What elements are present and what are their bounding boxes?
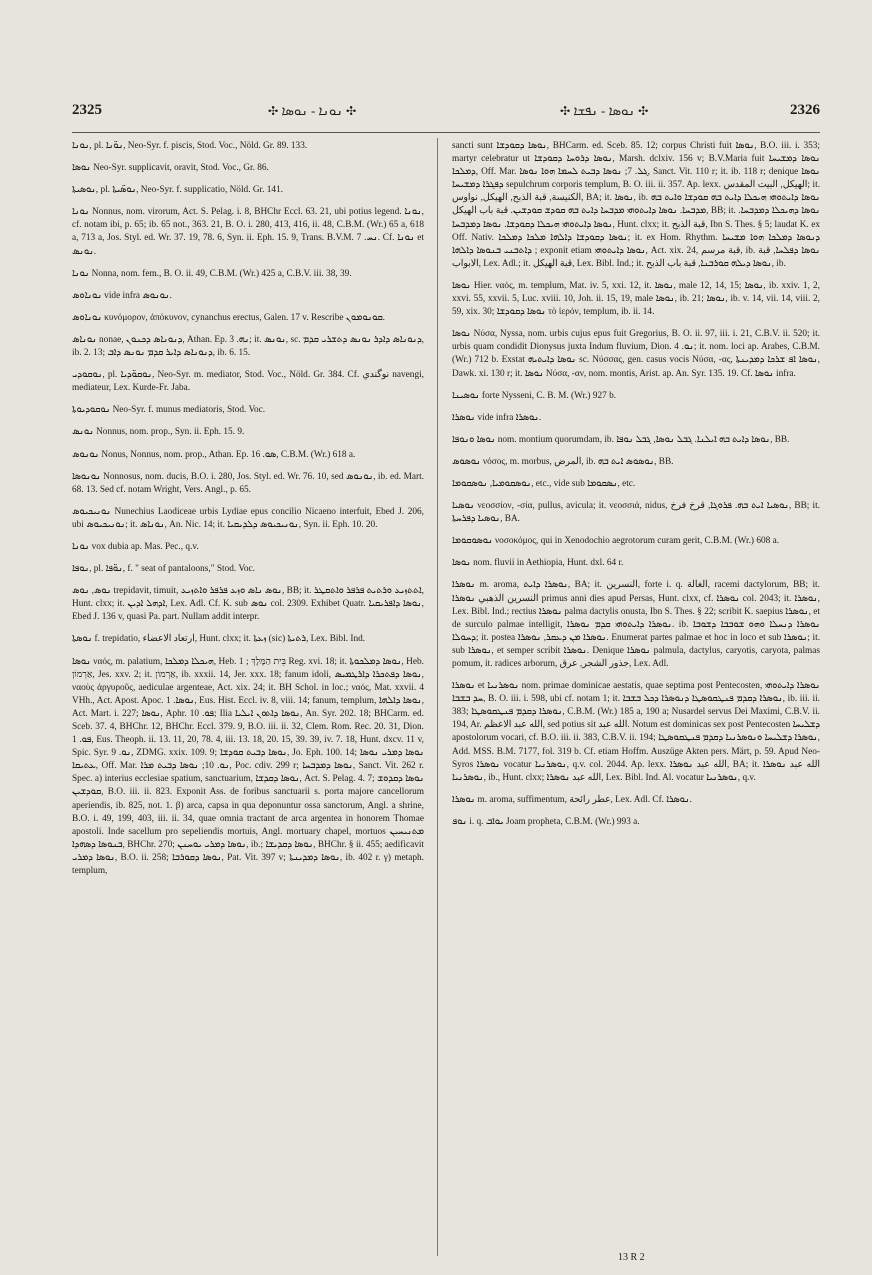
dictionary-entry: ܢܘܢܐܣ nonae, ܕܢܘܢܐܣ ܕܟܢܘܢ, Athan. Ep. ܢܗ. 3; it. ܢܘܢܣ, sc. ܕܢܘܢܐܣ ܕܐܕܪ ܢܘܢܣ ܕܬܫܪܝ ܩܕܡ, ib. 2. 13; ܕܢܘܢܐܣ ܕܐܝܪ ܩܕܡ ܢܘܢܣ ܕܐܒ, ib. 6. 15. xyxy=(72,334,424,359)
left-page-number: 2325 xyxy=(72,102,102,118)
dictionary-entry: ܢܘܩܘܕܝ, pl. ܢܘܩܘ̈ܕܝܐ, Neo-Syr. m. mediator, Stod. Voc., Nöld. Gr. 384. Cf. نوگندي navengi, mediateur, Lex. Kurde-Fr. Jaba. xyxy=(72,370,425,394)
header-rule xyxy=(72,132,820,133)
dictionary-entry: ܢܘܢܐ Nonnus, nom. virorum, Act. S. Pelag. i. 8, BHChr Eccl. 63. 21, ubi potius legend. ܢܘܢܐ, cf. notam ibi, p. 65; ib. 65 not., 363. 21, B. O. i. 280, 413, 416, ii. 48, C.B.M. (Wr.) 65 a, 618 a, 713 a, Jos. Styl. ed. Wr. 37. 19, 78. 6, Syn. ii. Eph. 15. 9, Trans. B.V.M. ܢܚ. 7. Cf. ܢܘܢܐ et ܢܘܢܣ. xyxy=(72,207,424,257)
page-header xyxy=(72,102,820,122)
dictionary-entry: ܢܘܣܐ Νύσα, Nyssa, nom. urbis cujus epus fuit Gregorius, B. O. ii. 97, iii. i. 21, C.B.V. ii. 520; it. urbis quam condidit Dionysus juxta Indum fluvium, Dion. ܢܘ. 4; it. nom. loci ap. Arabes, C.B.M. (Wr.) 712 b. Exstat ܢܘܣܐ ܕܐܝܬܝܗ sc. Νύσσας, gen. casus vocis Νύσα, -ας, ܢܘܣܐ ܐܦ ܫܪܟܐ ܕܡܕܝܢܬܐ, Dawk. xi. 130 r; it. ܢܘܣܐ Νύσα, -αν, nom. montis, Arist. ap. An. Syr. 135. 19. Cf. ܢܘܣܐ infra. xyxy=(452,329,820,379)
dictionary-entry: sancti sunt ܢܘܣܐ ܕܩܘܕܫܐ, BHCarm. ed. Sceb. 85. 12; corpus Christi fuit ܢܘܣܐ, B.O. iii. i. 353; martyr celebratur ut ܢܘܣܐ ܕܪܘܚܐ ܕܩܘܕܫܐ, Marsh. dclxiv. 156 v; B.V.Maria fuit ܢܘܣܐ ܕܡܫܝܚܐ ܕܡܠܟܐ, Off. Mar. ܓܠ. 7; ܢܘܣܐ ܕܒܝܬ ܠܚܡܐ ܗܘܐ ܢܘܣܐ, Sanct. Vit. 110 r; it. ib. 118 r; denique ܢܘܣܐ ܕܦܓܪܐ ܕܡܫܝܚܐ sepulchrum corporis templum, B. O. iii. ii. 357. Ap. lexx. الهيكل, البيت المقدس; it. الكنيسة, قبة الذبح, الهيكل, نواوس, BA; it. ܢܘܣܐ, ib. ܢܘܣܐ ܕܐܝܬܘܗܝ ܗܝܟܠܐ ܕܐܝܬ ܒܗ ܩܘܕܫܐ ܘܐܝܬ ܒܗ ܡܕܒܚܐ. ܢܘܣܐ ܕܐܝܬܘܗܝ ܡܕܒܚܐ ܕܐܝܬ ܒܗ ܩܘܕܫ ܩܘܕܫܝܢ. قبة باب الهيكل, BB; it. ܢܘܣܐ ܕܗܝܟܠܐ ܕܡܕܒܚܐ. ܢܘܣܐ ܕܐܝܬܘܗܝ ܗܝܟܠܐ ܕܩܘܕܫܐ. ܢܘܣܐ ܕܡܕܒܚܐ, Hunt. clxx; it. قبة الذبح, Ibn S. Thes. § 5; laudat K. ex Off. Nativ. ܢܘܣܐ ܕܩܘܕܫܐ ܕܐܠܗܐ ܡܠܟܐ ܕܡܠܟܐ; it. ex Hom. Rhythm. ܕܢܘܣܐ ܕܡܠܟܐ ܗܘܐ ܡܫܝܚܐ ܕܐܬܒܢܝ ܒܢܘܣܐ ܕܐܠܗܐ ; exponit etiam ܢܘܣܐ ܕܐܝܬܘܗܝ, Act. xix. 24, قبة مرسم, ib. ܢܘܣܐ ܕܦܠܚܐ, قبة الابواب, Lex. Adl.; it. قبة الهيكل, Lex. Bibl. Ind.; it. ܢܘܣܐ ܕܝܠܗ ܩܘܪܒܢܐ, قبة باب الذبح, ib. xyxy=(452,141,821,269)
dictionary-entry: ܢܘܣܐ Hier. ναός, m. templum, Mat. iv. 5, xxi. 12, it. ܢܘܣܐ, male 12, 14, 15; ܢܘܣܐ, ib. xxiv. 1, 2, xxvi. 55, xxvii. 5, Luc. xviii. 10, Joh. ii. 15, 19, male ܢܘܣܐ, ib. 21; ܢܘܣܐ, ib. v. 14, vii. 14, viii. 2, 59, xix. 30; ܢܘܣܐ ܕܩܘܕܫܐ τὸ ἱερόν, templum, ib. ii. 14. xyxy=(452,280,821,318)
right-running-title: ✣ ܢܘܣܐ - ܢܦܫܐ ✣ xyxy=(560,103,649,118)
dictionary-entry: ܢܘܢܐ Nonna, nom. fem., B. O. ii. 49, C.B.M. (Wr.) 425 a, C.B.V. iii. 38, 39. xyxy=(72,268,352,279)
dictionary-entry: ܢܘܢܣ Nonnus, nom. prop., Syn. ii. Eph. 15. 9. xyxy=(72,427,245,438)
dictionary-entry: ܢܘܣܐ nom. fluvii in Aethiopia, Hunt. dxl. 64 r. xyxy=(452,558,624,569)
dictionary-entry: ܢܘܢܘܣܐ Nonnosus, nom. ducis, B.O. i. 280, Jos. Styl. ed. Wr. 76. 10, sed ܢܘܢܘܣ, ib. ed. Mart. 68. 13. Sed cf. notam Wright, Vers. Angl., p. 65. xyxy=(72,471,424,495)
dictionary-entry: ܢܘܣܘܩܘܡܐ νοσοκόμος, qui in Xenodochio aegrotorum curam gerit, C.B.M. (Wr.) 608 a. xyxy=(452,536,780,547)
dictionary-entry: ܢܘܣܝܢܐ forte Nysseni, C. B. M. (Wr.) 927 b. xyxy=(452,390,617,401)
column-divider xyxy=(437,138,438,1256)
dictionary-entry: ܢܘܣܬܐ f. trepidatio, ارتعاد الاعضاء, Hunt. clxx; it. ܙܥܬܐ (sic) ܪܬܝܬܐ, Lex. Bibl. Ind. xyxy=(72,634,366,645)
dictionary-entry: ܢܘܣܐ ܘܢܘܦܐ nom. montium quorumdam, ib. ܢܘܣܐ ܕܐܝܬ ܒܗ ܐܝܠܢܐ. ܓܒܠ ܢܘܣܐ, ܓܒܠ ܢܘܦܐ, BB. xyxy=(452,434,790,445)
dictionary-entry: ܢܘܢܐ vox dubia ap. Mas. Pec., q.v. xyxy=(72,541,199,552)
dictionary-entry: ܢܘܣܪܐ m. aroma, suffimentum, عطر رائحة, Lex. Adl. Cf. ܢܘܣܪܐ. xyxy=(452,794,692,805)
dictionary-entry: ܢܘܣܐ Neo-Syr. supplicavit, oravit, Stod. Voc., Gr. 86. xyxy=(72,163,269,174)
dictionary-entry: ܢܘܣܝܐ νεοσσίον, -σία, pullus, avicula; it. νεοσσιά, nidus, ܢܘܣܝܐ ܐܝܬ ܒܗ. ܦܪܘܓܐ, قرخ فرخ, BB; it. ܢܘܣܝܐ ܕܦܪܚܬܐ, BA. xyxy=(452,501,820,525)
dictionary-entry: ܢܘܦܐ, pl. ܢܘ̈ܦܐ, f. " seat of pantaloons," Stod. Voc. xyxy=(72,564,255,575)
dictionary-entry: ܢܘܢܝܟܝܘܣ Nunechius Laodiceae urbis Lydiae epus concilio Nicaeno interfuit, Ebed J. 206, ubi ܢܘܢܝܟܝܘܣ; it. ܢܘܢܐܣ, An. Nic. 14; it. ܢܘܢܝܟܝܘܣ ܕܠܕܝܩܝܐ, Syn. ii. Eph. 10. 20. xyxy=(72,506,424,530)
left-column xyxy=(72,140,424,887)
left-running-title: ✣ ܢܘܢܐ - ܢܘܣܐ ✣ xyxy=(268,103,357,118)
right-column xyxy=(452,140,820,838)
dictionary-entry: ܢܘܣܪܐ et ܢܘܣܪܢܝܐ nom. primae dominicae aestatis, quae septima post Pentecosten, ܢܘܣܪܐ ܕܐܝܬܘܗܝ ܚܕ ܒܫܒܐ, B. O. iii. i. 598, ubi cf. notam 1; it. ܢܘܣܪܐ ܕܩܕܡ ܦܢܛܩܘܣܛܐ ܕܢܘܣܪܐ ܕܟܠ ܒܫܒܐ, ib. iii. ii. 383; ܢܘܣܪܐ ܕܩܕܡ ܦܢܛܩܘܣܛܐ, C.B.M. (Wr.) 185 a, 190 a; Nusardel servus Dei Maximi, C.B.V. ii. 194, Ar. الله عبد الاعظم, sed potius sit الله عبد. Notum est dominicas sex post Pentecosten ܕܫܠܝܚܐ apostolorum vocari, cf. B.O. iii. ii. 383, C.B.V. ii. 194; ܢܘܣܪܐ ܕܫܠܝܚܐ ܘܢܘܣܪܢܝܐ ܕܩܕܡ ܦܢܛܩܘܣܛܐ, Add. MSS. B.M. 7177, fol. 319 b. Cf. etiam Hoffm. Auszüge Akten pers. Märt, p. 59. Apud Neo-Syros ܢܘܣܪܐ vocatur ܢܘܣܪܢܝܐ, q.v. col. 2044. Ap. lexx. الله عبد ܢܘܣܪܐ, BA; it. الله عبد ܢܘܣܪܐ ܢܘܣܪܢܝܐ, ib., Hunt. clxx; الله عبد ܢܘܣܪܐ, Lex. Bibl. Ind. Al. vocatur ܢܘܣܪܢܝܐ, q.v. xyxy=(452,681,821,783)
dictionary-entry: ܢܘܢܐ, pl. ܢܘ̈ܢܐ, Neo-Syr. f. piscis, Stod. Voc., Nöld. Gr. 89. 133. xyxy=(72,141,308,151)
dictionary-entry: ܢܘܢܐܘܣ vide infra ܢܘܢܘܣ. xyxy=(72,290,172,301)
dictionary-entry: ܢܘܦ i. q. ܝܘܐܒ Joam propheta, C.B.M. (Wr.) 993 a. xyxy=(452,816,640,827)
dictionary-entry: ܢܘܣܪܐ m. aroma, ܢܘܣܪܐ ܕܐܝܬ, BA; it. النسرين, forte i. q. الغالة, racemi dactylorum, BB; it. النسرين الذهبي ܢܘܣܪܐ primus anni dies apud Persas, Hunt. clxx, cf. ܢܘܣܪܐ col. 2043; it. ܢܘܣܪܐ, Lex. Bibl. Ind.; rectius ܢܘܣܪܐ palma dactylis onusta, Ibn S. Thes. § 22; scribit K. saepius ܢܘܣܪܐ, et de surculo palmae intelligit, ܢܘܣܪܐ ܕܐܝܬܘܗܝ ܩܕܡ ܢܘܣܪܐ. ib. ܢܘܣܪܐ ܕܢܚܠܐ ܘܗܘ ܫܘܒܒܐ ܕܫܘܒܐ ܕܚܘܠܐ; it. postea ܢܘܣܪܐ ܡܢ ܕܥܩܪ, ܢܘܣܪܐ. Enumerat partes palmae et hoc in loco et sub ܢܘܣܪܐ; it. sub ܢܘܣܪܐ, et semper scribit ܢܘܣܪܐ. Denique ܢܘܣܪܐ palmula, dactylus, caryotis, caryota, palmas pomum, it. radices arborum, جذور الشجر, عرق, Lex. Adl. xyxy=(452,580,821,669)
right-page-number: 2326 xyxy=(790,102,820,118)
dictionary-entry: ܢܘܣܪܐ vide infra ܢܘܣܪܐ. xyxy=(452,412,542,423)
dictionary-entry: ܢܘܣܘܣ νόσος, m. morbus, المرض, ib. ܢܘܣܘܣ ܐܝܬ ܒܗ, BB. xyxy=(452,456,674,467)
signature-mark: 13 R 2 xyxy=(618,1252,645,1263)
dictionary-entry: ܢܘܢܘܣ Nonus, Nonnus, nom. prop., Athan. Ep. ܣܘ. 16, C.B.M. (Wr.) 618 a. xyxy=(72,449,356,460)
dictionary-entry: ܢܘܢܐܘܣ κυνόμορον, ἀπόκυνον, cynanchus erectus, Galen. 17 v. Rescribe ܩܘܢܘܡܘܢ. xyxy=(72,312,385,323)
dictionary-entry: ܢܘܩܘܕܝܘܬܐ Neo-Syr. f. munus mediatoris, Stod. Voc. xyxy=(72,405,266,416)
dictionary-entry: ܢܘܣ, ܢܘܣ trepidavit, timuit, ܢܘܣ ܢܐܣ ܘܙܥ ܦܪܦܪ ܘܐܬܙܝܥ, BB; it. ܐܬܬܙܝܥ ܘܪܬܝܬ ܦܪܦܪ ܘܐܬܩܛܪ, Hunt. clxx; it. ܐܕܗܠ ܐܕܝܢ, Lex. Adl. Cf. K. sub ܢܘܣ col. 2309. Exhibet Quatr. ܢܘܣܐ ܕܐܦܪܝܩܝܐ, Ebed J. 136 v, quasi Pa. part. Nullam addit interpr. xyxy=(72,586,424,623)
dictionary-entry: ܢܘܣܝܬܐ, pl. ܢܘܣ̈ܝܬܐ, Neo-Syr. f. supplicatio, Nöld. Gr. 141. xyxy=(72,185,284,196)
dictionary-entry: ܢܘܣܩܘܡܝܐ, ܢܘܣܩܘܡܐ, etc., vide sub ܢܣܩܘܡܐ, etc. xyxy=(452,478,636,489)
dictionary-entry: ܢܘܣܐ ναός, m. palatium, ܗܝܟܠܐ ܕܡܠܟܐ, Heb. בֵּית הַמֶּלֶךְ ; 1 Reg. xvi. 18; it. ܢܘܣܐ ܕܡܠܟܘܬܐ, Heb. אַרְמוֹן, Jes. xxv. 2; it. אַרְמוֹן, ib. xxxii. 14, Jer. xxx. 18; fanum idoli, ܢܘܣܐ ܕܦܬܟܪܐ ܕܐܪܛܡܝܣ, ναοὺς ἀργυροῦς, aediculae argenteae, Act. xix. 24; it. BH Schol. in loc.; ναός, Mat. xxvii. 4 VHh., Act. Apost. Apoc. ܢܘܣܐ. 1, Eus. Hist. Eccl. iv. 8, viii. 14; fanum, templum, ܢܘܣܐ ܕܐܠܗܐ, Act. Mart. i. 227; ܢܘܣܐ, Aphr. ܦܘ. 10; Ilia ܢܘܣܐ ܕܐܬܘܢ ܐܝܠܝܐ, An. Syr. 202. 18; BHCarm. ed. Sceb. 37. 4, BHChr. 12, BHChr. Eccl. 379. 9, B.O. iii. ii. 32, Clem. Rom. Rec. 20. 31, Dion. ܦܘ. 1, Eus. Theoph. ii. 13. 11, 20, 78. 4, iii. 13. 18, 20. 15, 39. 39, iv. 7. 18, Hunt. dxcv. 11 v, Spic. Syr. ܢܘ. 9, ZDMG. xxix. 109. 9; ܢܘܣܐ ܕܒܝܬ ܩܘܕܫܐ, Jo. Eph. 100. 14; ܢܘܣܐ ܕܡܪܝ ܢܘܣܐ ܥܬܝܩܐ, Off. Mar. ܢܘ. 10; ܢܘܣܐ ܕܒܝܬ ܡܪܐ, Poc. cdiv. 299 r; ܢܘܣܐ ܕܡܕܒܚܐ, Sanct. Vit. 262 r. Spec. a) interius ecclesiae spatium, sanctuarium, ܢܘܣܐ ܕܩܕܫܐ, Act. S. Pelag. 4. 7; ܢܘܣܐ ܕܩܕܘܫ ܩܘܕܫܝܢ, B.O. iii. ii. 823. Exponit Ass. de foribus sanctuarii s. porta majore cancellorum aperiendis, ib. 825, not. 1. β) arca, capsa in qua deponuntur ossa sanctorum, Angl. a shrine, B.O. i. 49, 199, 403, iii. ii. 34, quae omnia tractant de arca argentea in honorem Thomae apostoli. Inde sacellum pro sepeliendis mortuis, Angl. mortuary chapel, mortuos ܡܬܢܝܚܝܢ ܒܢܘܣܐ ܕܣܗܕܐ, BHChr. 270; ܢܘܣܐ ܕܡܪܝ ܝܘܚܢܢ, ib.; ܢܘܣܐ ܕܩܕܝܫܐ, BHChr. § ii. 455; aedificavit ܢܘܣܐ ܕܡܪܝ, B.O. ii. 258; ܢܘܣܐ ܕܩܘܪܒܐ, Pat. Vit. 397 v; ܢܘܣܐ ܕܡܕܝܢܬܐ, ib. 402 r. γ) metaph. templum, xyxy=(72,656,425,877)
